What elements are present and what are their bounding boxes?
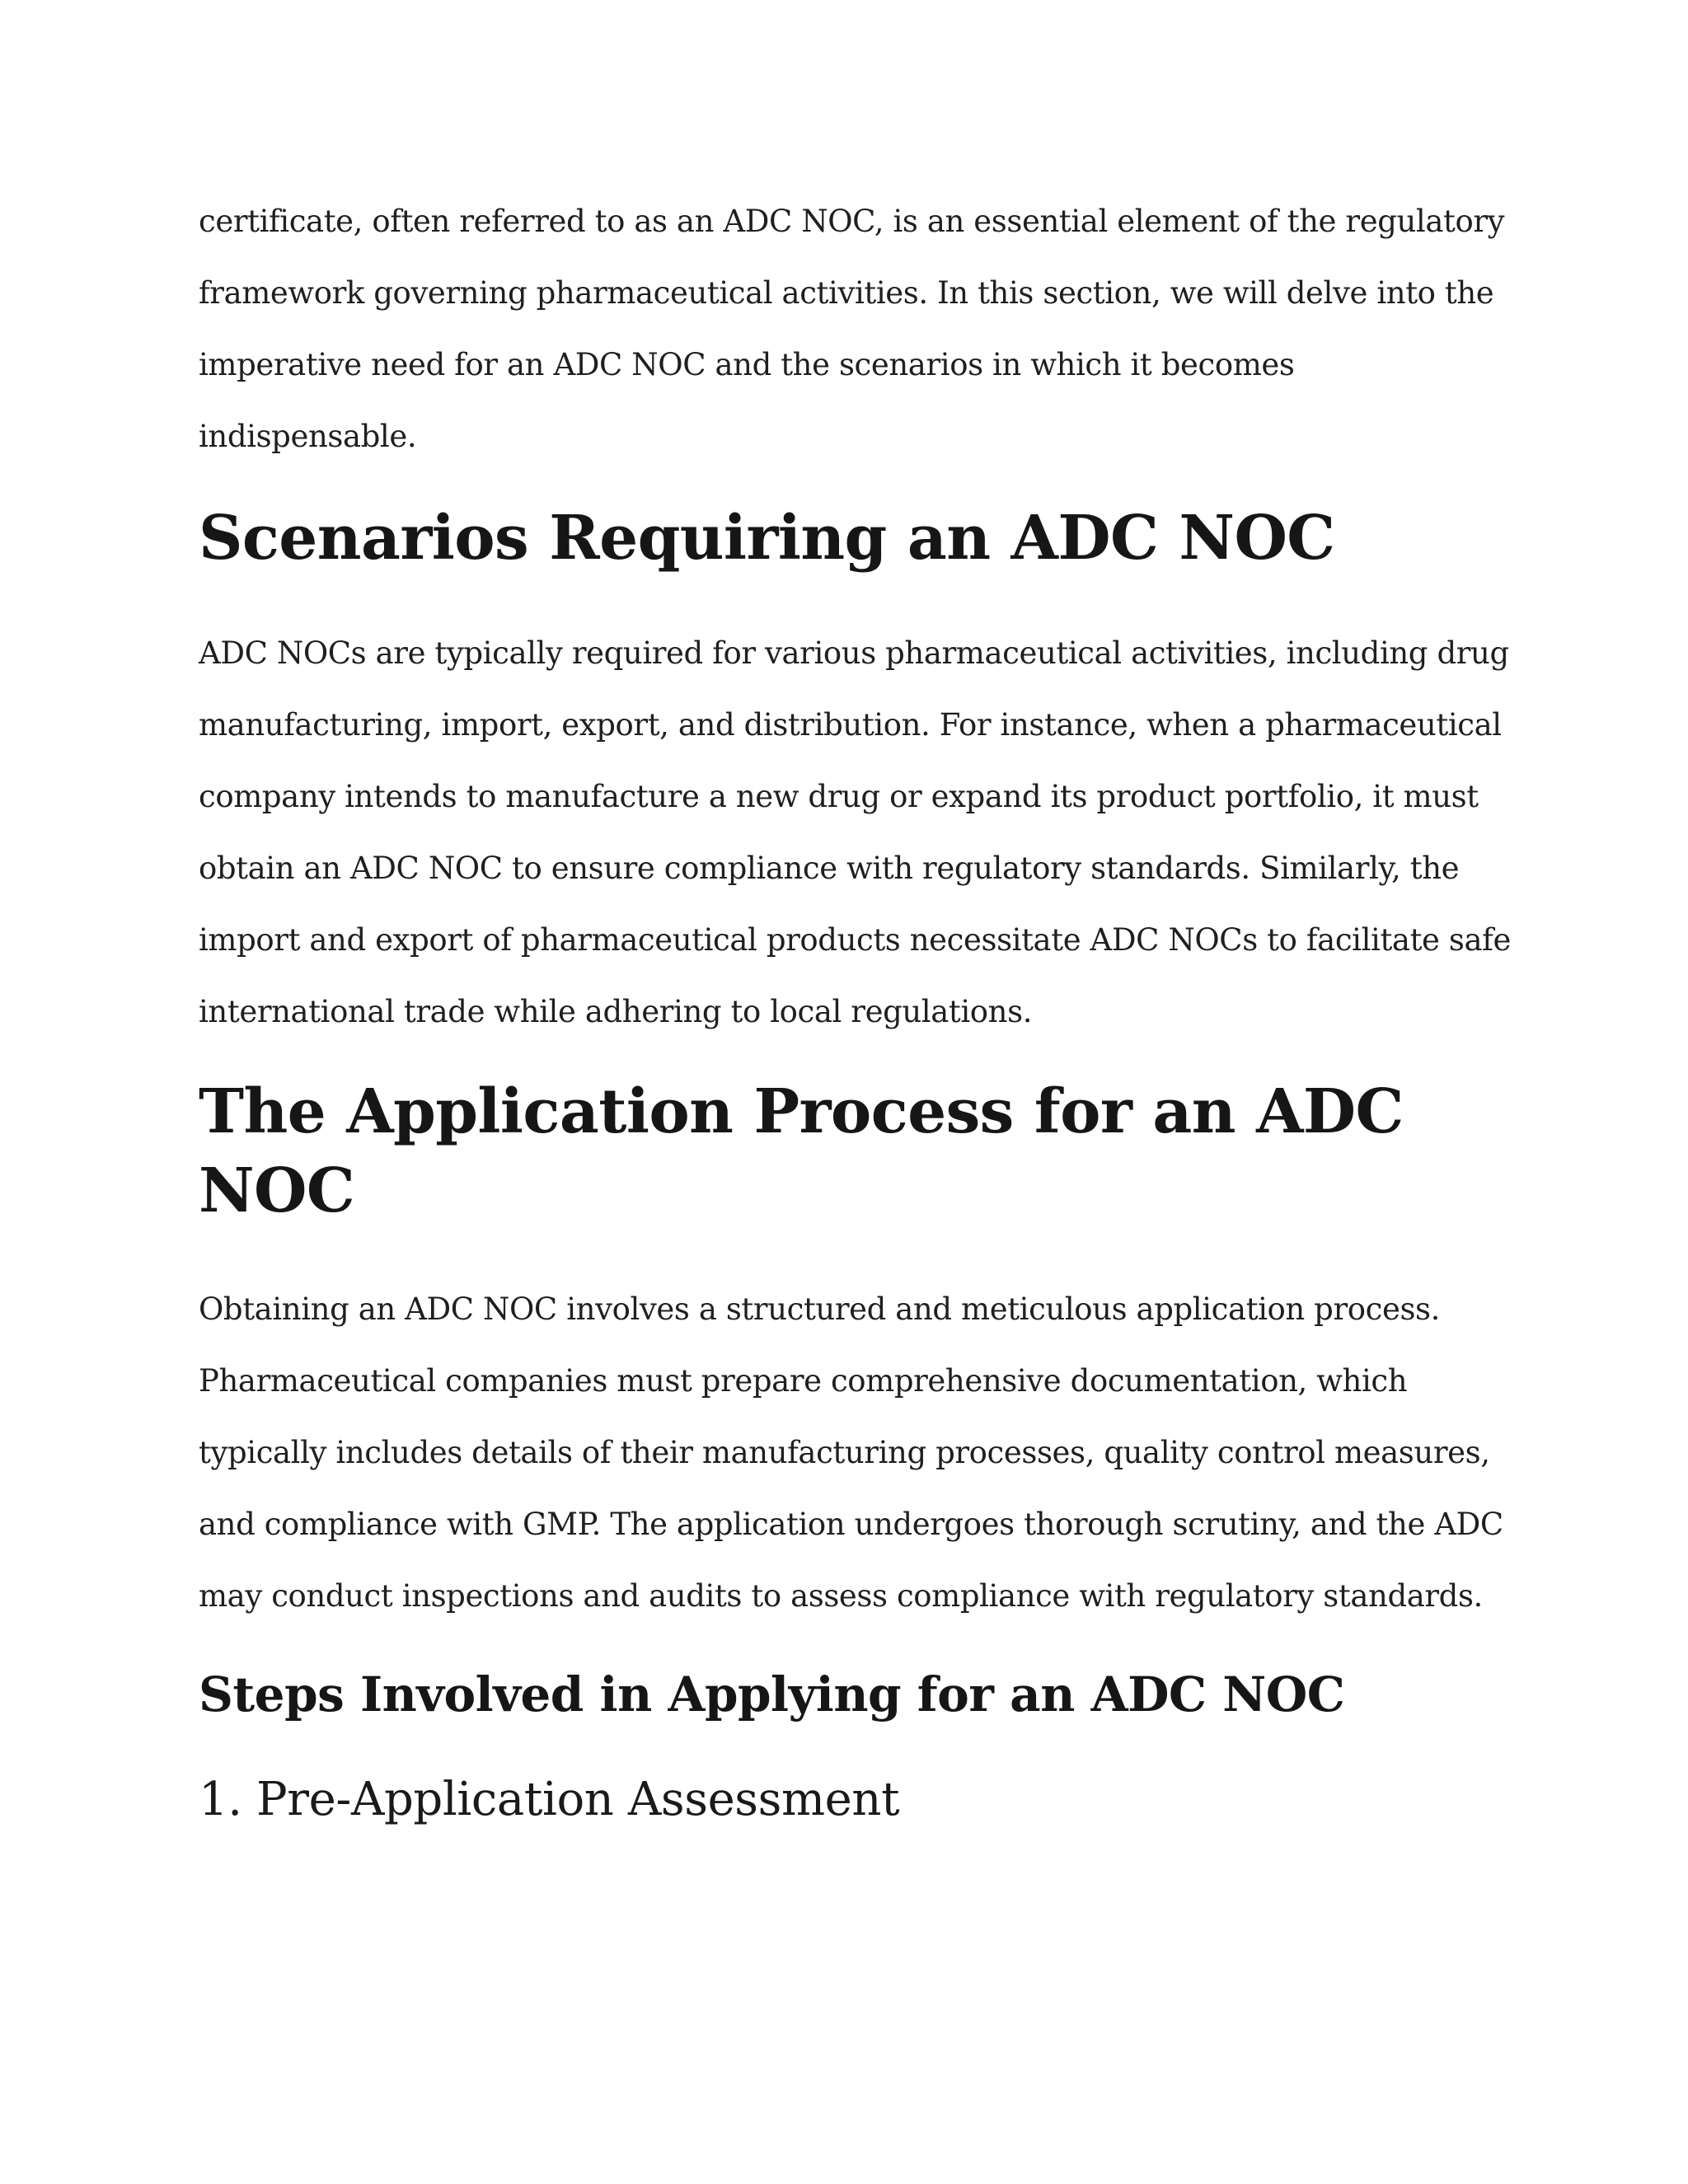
intro-paragraph: certificate, often referred to as an ADC NOC, is an essential element of the regulatory framework governing pharmaceutical activities. In this section, we will delve into the imperative need for an ADC NOC and the scenarios in which it becomes indispensable. bbox=[199, 204, 1505, 454]
application-process-heading: The Application Process for an ADC NOC bbox=[199, 1076, 1404, 1226]
step-1-heading: 1. Pre-Application Assessment bbox=[199, 1773, 900, 1826]
scenarios-paragraph: ADC NOCs are typically required for various pharmaceutical activities, including drug manufacturing, import, export, and distribution. For instance, when a pharmaceutical company intends to manufacture a new drug or expand its product portfolio, it must obtain an ADC NOC to ensure compliance with regulatory standards. Similarly, the import and export of pharmaceutical products necessitate ADC NOCs to facilitate safe international trade while adhering to local regulations. bbox=[199, 635, 1511, 1029]
scenarios-heading: Scenarios Requiring an ADC NOC bbox=[199, 503, 1335, 574]
application-process-paragraph: Obtaining an ADC NOC involves a structured and meticulous application process. Pharmaceutical companies must prepare comprehensive documentation, which typically includes details of their manufacturing processes, quality control measures, and compliance with GMP. The application undergoes thorough scrutiny, and the ADC may conduct inspections and audits to assess compliance with regulatory standards. bbox=[199, 1291, 1503, 1614]
document-content bbox=[199, 185, 1517, 1833]
steps-heading: Steps Involved in Applying for an ADC NOC bbox=[199, 1666, 1345, 1722]
